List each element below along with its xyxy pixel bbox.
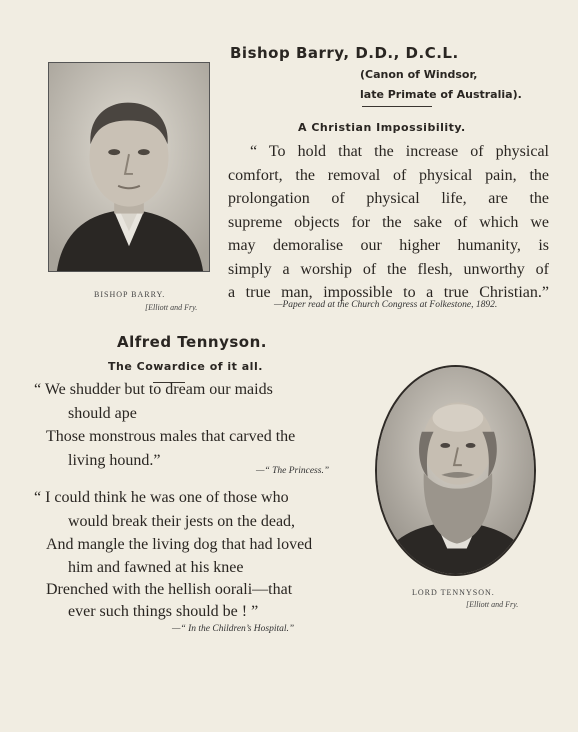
barry-portrait-drawing (49, 63, 209, 271)
barry-caption-credit: [Elliott and Fry. (145, 303, 198, 312)
tennyson-source-childrens-hospital: —“ In the Children’s Hospital.” (172, 624, 295, 634)
barry-caption-name: BISHOP BARRY. (94, 290, 166, 299)
tennyson-title: Alfred Tennyson. (117, 333, 267, 351)
tennyson-caption-credit: [Elliott and Fry. (466, 600, 519, 609)
poem-line: “ We shudder but to dream our maids (34, 381, 273, 398)
poem-line: him and fawned at his knee (68, 559, 244, 576)
poem-line: should ape (68, 405, 137, 422)
tennyson-source-princess: —“ The Princess.” (256, 466, 330, 476)
barry-title: Bishop Barry, D.D., D.C.L. (230, 44, 459, 62)
barry-quote-line: a true man, impossible to a true Christian.” (228, 284, 549, 301)
tennyson-portrait-image (375, 365, 536, 576)
barry-quote-source: —Paper read at the Church Congress at Folkestone, 1892. (274, 300, 498, 310)
barry-role-line-2: late Primate of Australia). (360, 88, 522, 101)
tennyson-portrait-drawing (377, 367, 534, 574)
tennyson-section-title: The Cowardice of it all. (108, 360, 263, 373)
barry-quote-line: “ To hold that the increase of physical (250, 143, 549, 160)
barry-quote-line: supreme objects for the sake of which we (228, 213, 549, 231)
poem-line: Those monstrous males that carved the (46, 428, 296, 445)
barry-quote-line: comfort, the removal of physical pain, the (228, 166, 549, 184)
poem-line: Drenched with the hellish oorali—that (46, 581, 293, 598)
barry-quote-line: may demoralise our higher humanity, is (228, 237, 549, 254)
barry-quote-line: prolongation of physical life, are the (228, 190, 549, 207)
barry-quote-line: simply a worship of the flesh, unworthy of (228, 260, 549, 278)
barry-section-title: A Christian Impossibility. (298, 121, 466, 134)
poem-line: And mangle the living dog that had loved (46, 536, 313, 553)
barry-quote (228, 140, 549, 305)
poem-line: “ I could think he was one of those who (34, 489, 289, 506)
poem-line: ever such things should be ! ” (68, 603, 259, 620)
barry-portrait-image (48, 62, 210, 272)
poem-line: would break their jests on the dead, (68, 513, 296, 530)
poem-line: living hound.” (68, 452, 161, 469)
barry-role-line-1: (Canon of Windsor, (360, 68, 478, 81)
tennyson-caption-name: LORD TENNYSON. (412, 588, 495, 597)
barry-divider (362, 106, 432, 107)
